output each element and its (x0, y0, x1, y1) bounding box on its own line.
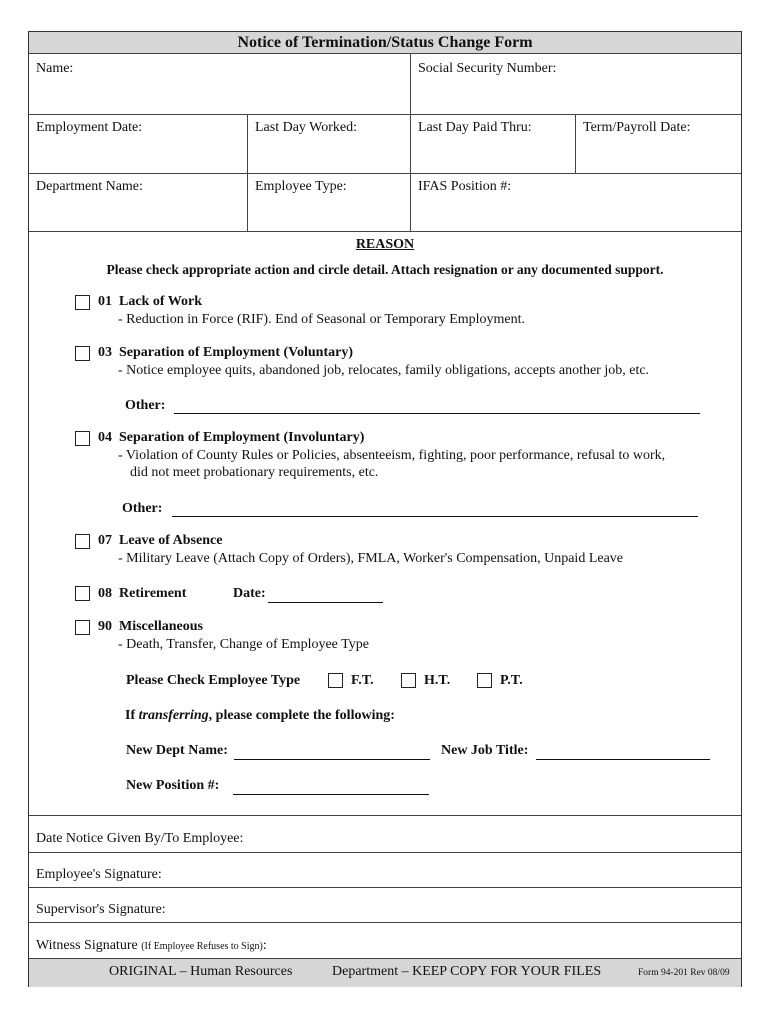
new-position-label: New Position #: (126, 778, 220, 793)
checkbox-08[interactable] (75, 586, 90, 601)
checkbox-04[interactable] (75, 431, 90, 446)
title-03: Separation of Employment (Voluntary) (119, 345, 353, 360)
detail-04: - Violation of County Rules or Policies, absenteeism, fighting, poor performance, refusal to work, (118, 448, 666, 463)
checkbox-07[interactable] (75, 534, 90, 549)
detail-03: - Notice employee quits, abandoned job, relocates, family obligations, accepts another job, etc. (118, 363, 650, 378)
other-line-04[interactable] (172, 516, 698, 517)
ifas-position-label: IFAS Position #: (418, 179, 512, 194)
detail-07: - Military Leave (Attach Copy of Orders), FMLA, Worker's Compensation, Unpaid Leave (118, 551, 624, 566)
code-08: 08 (98, 586, 112, 601)
footer-original: ORIGINAL – Human Resources (109, 964, 293, 979)
checkbox-ht[interactable] (401, 673, 416, 688)
new-dept-label: New Dept Name: (126, 743, 228, 758)
ht-label: H.T. (424, 673, 451, 688)
checkbox-pt[interactable] (477, 673, 492, 688)
retirement-date-line[interactable] (268, 602, 383, 603)
title-04: Separation of Employment (Involuntary) (119, 430, 365, 445)
witness-signature-label: Witness Signature (If Employee Refuses to Sign): (36, 938, 267, 953)
form-title: Notice of Termination/Status Change Form (29, 32, 741, 54)
code-03: 03 (98, 345, 112, 360)
employee-type-prompt: Please Check Employee Type (126, 673, 301, 688)
title-07: Leave of Absence (119, 533, 223, 548)
other-label-03: Other: (125, 398, 166, 413)
retirement-date-label: Date: (233, 586, 266, 601)
code-04: 04 (98, 430, 112, 445)
employment-date-label: Employment Date: (36, 120, 143, 135)
footer-department: Department – KEEP COPY FOR YOUR FILES (332, 964, 602, 979)
reason-heading: REASON (355, 237, 415, 252)
detail-04-cont: did not meet probationary requirements, etc. (130, 465, 379, 480)
title-01: Lack of Work (119, 294, 202, 309)
employee-type-label: Employee Type: (255, 179, 347, 194)
witness-note: (If Employee Refuses to Sign) (141, 941, 263, 952)
new-job-line[interactable] (536, 759, 710, 760)
ssn-label: Social Security Number: (418, 61, 557, 76)
checkbox-01[interactable] (75, 295, 90, 310)
supervisor-signature-label: Supervisor's Signature: (36, 902, 166, 917)
last-day-paid-label: Last Day Paid Thru: (418, 120, 532, 135)
checkbox-03[interactable] (75, 346, 90, 361)
ft-label: F.T. (351, 673, 374, 688)
term-payroll-date-label: Term/Payroll Date: (583, 120, 691, 135)
detail-01: - Reduction in Force (RIF). End of Seasonal or Temporary Employment. (118, 312, 526, 327)
employee-signature-label: Employee's Signature: (36, 867, 162, 882)
new-dept-line[interactable] (234, 759, 430, 760)
checkbox-90[interactable] (75, 620, 90, 635)
title-90: Miscellaneous (119, 619, 203, 634)
new-job-label: New Job Title: (441, 743, 529, 758)
title-08: Retirement (119, 586, 187, 601)
detail-90: - Death, Transfer, Change of Employee Type (118, 637, 369, 652)
code-90: 90 (98, 619, 112, 634)
transfer-instruction: If transferring, please complete the following: (125, 708, 395, 723)
footer-bar (29, 958, 741, 987)
other-line-03[interactable] (174, 413, 700, 414)
other-label-04: Other: (122, 501, 163, 516)
department-name-label: Department Name: (36, 179, 143, 194)
footer-form-number: Form 94-201 Rev 08/09 (638, 968, 730, 978)
name-label: Name: (36, 61, 74, 76)
date-notice-label: Date Notice Given By/To Employee: (36, 831, 244, 846)
new-position-line[interactable] (233, 794, 429, 795)
pt-label: P.T. (500, 673, 523, 688)
reason-instruction: Please check appropriate action and circle detail. Attach resignation or any documented support. (106, 262, 664, 277)
code-01: 01 (98, 294, 112, 309)
last-day-worked-label: Last Day Worked: (255, 120, 358, 135)
checkbox-ft[interactable] (328, 673, 343, 688)
code-07: 07 (98, 533, 112, 548)
termination-form (28, 31, 742, 987)
